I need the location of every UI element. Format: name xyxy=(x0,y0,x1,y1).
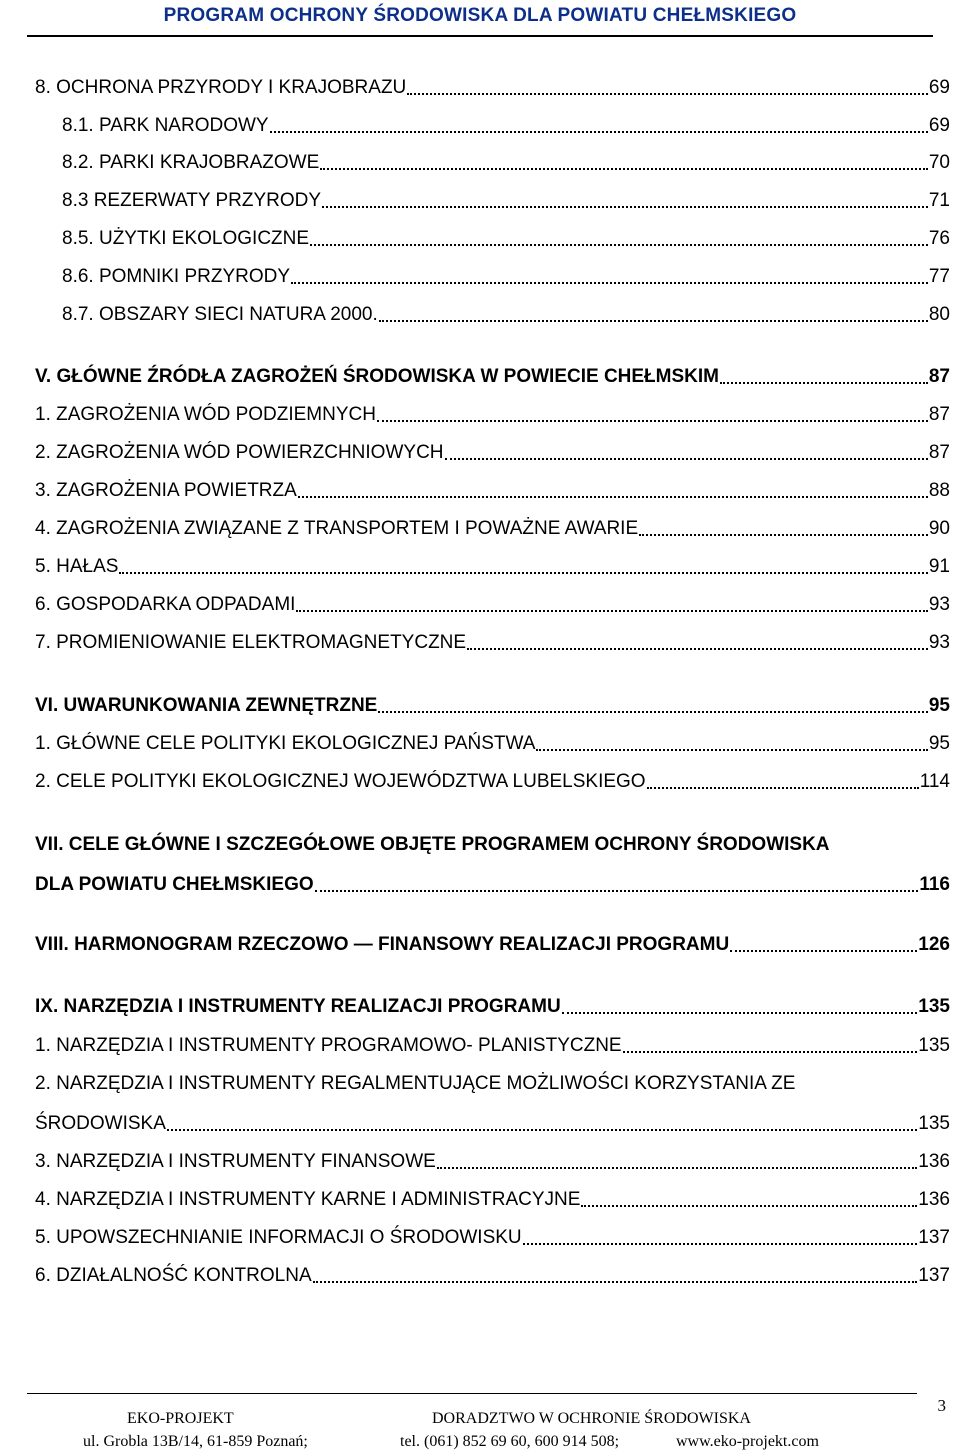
dot-leader xyxy=(720,381,928,384)
dot-leader xyxy=(536,748,927,751)
toc-entry-label: 8.5. UŻYTKI EKOLOGICZNE xyxy=(62,228,310,249)
toc-entry-V-1[interactable] xyxy=(35,403,950,427)
toc-entry-page: 93 xyxy=(928,632,950,653)
toc-entry-VI-2[interactable] xyxy=(35,770,950,794)
toc-entry-8-5[interactable] xyxy=(62,227,950,251)
footer-address: ul. Grobla 13B/14, 61-859 Poznań; xyxy=(83,1433,308,1450)
toc-entry-8-6[interactable] xyxy=(62,265,950,289)
toc-entry-page: 126 xyxy=(918,934,950,955)
toc-entry-8[interactable] xyxy=(35,76,950,100)
toc-entry-page: 137 xyxy=(918,1227,950,1248)
footer-service: DORADZTWO W OCHRONIE ŚRODOWISKA xyxy=(432,1410,751,1427)
dot-leader xyxy=(445,457,928,460)
dot-leader xyxy=(119,571,927,574)
toc-entry-V-3[interactable] xyxy=(35,479,950,503)
toc-entry-V[interactable] xyxy=(35,365,950,389)
toc-entry-IX[interactable] xyxy=(35,995,950,1019)
toc-entry-label: 4. NARZĘDZIA I INSTRUMENTY KARNE I ADMINISTRACYJNE xyxy=(35,1189,581,1210)
toc-entry-page: 136 xyxy=(918,1151,950,1172)
dot-leader xyxy=(167,1128,917,1131)
toc-entry-label: 1. NARZĘDZIA I INSTRUMENTY PROGRAMOWO- PLANISTYCZNE xyxy=(35,1035,622,1056)
toc-entry-IX-6[interactable] xyxy=(35,1264,950,1288)
dot-leader xyxy=(313,1280,918,1283)
toc-entry-page: 87 xyxy=(928,442,950,463)
dot-leader xyxy=(377,419,928,422)
footer-company: EKO-PROJEKT xyxy=(127,1410,234,1427)
toc-entry-page: 114 xyxy=(919,771,950,792)
toc-entry-label: IX. NARZĘDZIA I INSTRUMENTY REALIZACJI PROGRAMU xyxy=(35,996,561,1017)
page-number: 3 xyxy=(937,1396,946,1415)
toc-entry-8-1[interactable] xyxy=(62,114,950,138)
toc-entry-page: 93 xyxy=(928,594,950,615)
toc-entry-label: 7. PROMIENIOWANIE ELEKTROMAGNETYCZNE xyxy=(35,632,467,653)
toc-entry-IX-2[interactable] xyxy=(35,1072,950,1136)
dot-leader xyxy=(730,949,917,952)
toc-entry-label: VIII. HARMONOGRAM RZECZOWO — FINANSOWY REALIZACJI PROGRAMU xyxy=(35,934,730,955)
toc-entry-label: 3. NARZĘDZIA I INSTRUMENTY FINANSOWE xyxy=(35,1151,436,1172)
toc-entry-VI[interactable] xyxy=(35,694,950,718)
header-title: PROGRAM OCHRONY ŚRODOWISKA DLA POWIATU CHEŁMSKIEGO xyxy=(163,5,797,26)
dot-leader xyxy=(291,281,928,284)
toc-entry-8-7[interactable] xyxy=(62,303,950,327)
dot-leader xyxy=(270,130,928,133)
dot-leader xyxy=(378,710,928,713)
toc-entry-label: 6. DZIAŁALNOŚĆ KONTROLNA xyxy=(35,1265,312,1286)
footer-divider xyxy=(27,1393,917,1394)
toc-entry-label: 1. GŁÓWNE CELE POLITYKI EKOLOGICZNEJ PAŃSTWA xyxy=(35,733,536,754)
footer-website[interactable]: www.eko-projekt.com xyxy=(676,1433,819,1450)
toc-entry-label: 8.7. OBSZARY SIECI NATURA 2000. xyxy=(62,304,378,325)
toc-entry-label: 3. ZAGROŻENIA POWIETRZA xyxy=(35,480,297,501)
dot-leader xyxy=(562,1011,918,1014)
toc-entry-VIII[interactable] xyxy=(35,933,950,957)
toc-entry-page: 76 xyxy=(928,228,950,249)
toc-entry-label: 8.2. PARKI KRAJOBRAZOWE xyxy=(62,152,320,173)
toc-entry-page: 77 xyxy=(928,266,950,287)
toc-entry-page: 80 xyxy=(928,304,950,325)
toc-entry-page: 69 xyxy=(928,77,950,98)
toc-entry-page: 95 xyxy=(928,695,950,716)
toc-entry-page: 135 xyxy=(918,1035,950,1056)
page-footer xyxy=(0,1380,960,1452)
toc-entry-8-2[interactable] xyxy=(62,151,950,175)
toc-entry-page: 95 xyxy=(928,733,950,754)
toc-entry-label: 2. ZAGROŻENIA WÓD POWIERZCHNIOWYCH xyxy=(35,442,444,463)
toc-entry-page: 90 xyxy=(928,518,950,539)
footer-phone: tel. (061) 852 69 60, 600 914 508; xyxy=(400,1433,620,1450)
dot-leader xyxy=(523,1242,918,1245)
dot-leader xyxy=(581,1204,917,1207)
toc-entry-IX-1[interactable] xyxy=(35,1034,950,1058)
toc-entry-label: V. GŁÓWNE ŹRÓDŁA ZAGROŻEŃ ŚRODOWISKA W POWIECIE CHEŁMSKIM xyxy=(35,366,719,387)
toc-entry-V-4[interactable] xyxy=(35,517,950,541)
toc-entry-V-5[interactable] xyxy=(35,555,950,579)
toc-entry-label: 8.6. POMNIKI PRZYRODY xyxy=(62,266,291,287)
dot-leader xyxy=(320,167,928,170)
toc-entry-VII[interactable] xyxy=(35,833,950,897)
toc-entry-IX-3[interactable] xyxy=(35,1150,950,1174)
toc-entry-IX-4[interactable] xyxy=(35,1188,950,1212)
toc-entry-V-7[interactable] xyxy=(35,631,950,655)
toc-entry-page: 136 xyxy=(918,1189,950,1210)
toc-entry-label: 1. ZAGROŻENIA WÓD PODZIEMNYCH xyxy=(35,404,376,425)
toc-entry-label: 6. GOSPODARKA ODPADAMI xyxy=(35,594,296,615)
toc-entry-page: 135 xyxy=(918,1113,950,1134)
toc-entry-V-2[interactable] xyxy=(35,441,950,465)
dot-leader xyxy=(647,786,919,789)
toc-entry-8-3[interactable] xyxy=(62,189,950,213)
toc-entry-page: 69 xyxy=(928,115,950,136)
toc-entry-page: 88 xyxy=(928,480,950,501)
toc-entry-page: 71 xyxy=(928,190,950,211)
toc-entry-IX-5[interactable] xyxy=(35,1226,950,1250)
toc-entry-VI-1[interactable] xyxy=(35,732,950,756)
toc-entry-label: 5. HAŁAS xyxy=(35,556,119,577)
dot-leader xyxy=(407,92,928,95)
dot-leader xyxy=(310,243,928,246)
dot-leader xyxy=(298,495,928,498)
toc-entry-page: 87 xyxy=(928,404,950,425)
toc-entry-label: 2. NARZĘDZIA I INSTRUMENTY REGALMENTUJĄCE MOŻLIWOŚCI KORZYSTANIA ZE xyxy=(35,1073,796,1094)
dot-leader xyxy=(315,889,919,892)
dot-leader xyxy=(296,609,927,612)
toc-entry-label: 8. OCHRONA PRZYRODY I KRAJOBRAZU xyxy=(35,77,407,98)
toc-entry-label: 8.3 REZERWATY PRZYRODY xyxy=(62,190,322,211)
dot-leader xyxy=(639,533,928,536)
dot-leader xyxy=(623,1050,918,1053)
toc-entry-label: 8.1. PARK NARODOWY xyxy=(62,115,269,136)
toc-entry-V-6[interactable] xyxy=(35,593,950,617)
toc-entry-label: VI. UWARUNKOWANIA ZEWNĘTRZNE xyxy=(35,695,378,716)
toc-entry-page: 137 xyxy=(918,1265,950,1286)
dot-leader xyxy=(379,319,928,322)
dot-leader xyxy=(322,205,928,208)
toc-entry-page: 87 xyxy=(928,366,950,387)
toc-entry-label-continued: DLA POWIATU CHEŁMSKIEGO xyxy=(35,874,314,895)
toc-entry-page: 135 xyxy=(918,996,950,1017)
toc-entry-page: 70 xyxy=(928,152,950,173)
toc-entry-label: 4. ZAGROŻENIA ZWIĄZANE Z TRANSPORTEM I POWAŻNE AWARIE xyxy=(35,518,639,539)
toc-entry-label: 5. UPOWSZECHNIANIE INFORMACJI O ŚRODOWISKU xyxy=(35,1227,522,1248)
toc-entry-page: 91 xyxy=(928,556,950,577)
toc-entry-page: 116 xyxy=(919,874,950,895)
toc-entry-label: VII. CELE GŁÓWNE I SZCZEGÓŁOWE OBJĘTE PROGRAMEM OCHRONY ŚRODOWISKA xyxy=(35,834,830,855)
toc-entry-label: 2. CELE POLITYKI EKOLOGICZNEJ WOJEWÓDZTWA LUBELSKIEGO xyxy=(35,771,646,792)
dot-leader xyxy=(437,1166,917,1169)
toc-entry-label-continued: ŚRODOWISKA xyxy=(35,1113,166,1134)
dot-leader xyxy=(467,647,928,650)
